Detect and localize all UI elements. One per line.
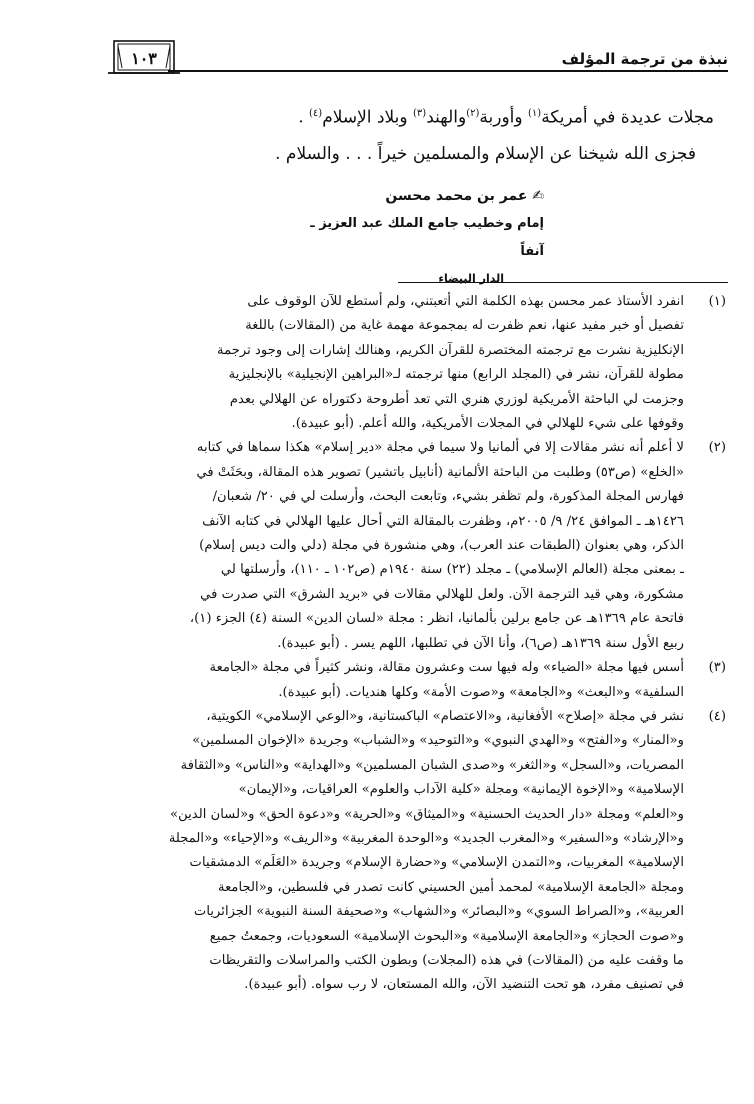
footnote-line: و«الإرشاد» و«السفير» و«المغرب الجديد» و«الوحدة المغربية» و«الريف» و«الإحياء» و«المجلة (168, 830, 684, 846)
pen-icon: ✍ (532, 188, 544, 204)
footnote-line: ومجلة «الجامعة الإسلامية» لمحمد أمين الحسيني كانت تصدر في فلسطين، و«الجامعة (218, 879, 684, 895)
footnote (44, 656, 726, 705)
footnote-line: الإسلامية» المغربيات، و«التمدن الإسلامي» و«حضارة الإسلام» وجريدة «العَلَم» الدمشقيات (189, 855, 684, 871)
footnote-line: فهارس المجلة المذكورة، ولم تظفر بشيء، وتابعت البحث، وأرسلت لي في ٢٠/ شعبان/ (212, 489, 684, 505)
footnote-line: ما وقفت عليه من (المقالات) في هذه (المجلات) وبطون الكتب والمراسلات والتقريظات (209, 952, 684, 968)
signature-block (300, 182, 544, 292)
footnote (44, 290, 726, 436)
main-text (40, 96, 714, 172)
footnote-line: في تصنيف مفرد، هو تحت التنضيد الآن، والله المستعان، لا رب سواه. (أبو عبيدة). (244, 977, 684, 993)
footnote-line: ـ بمعنى مجلة (العالم الإسلامي) ـ مجلد (٢٢) سنة ١٩٤٠م (ص١٠٢ ـ ١١٠)، وأرسلتها لي (220, 562, 684, 578)
author-role: إمام وخطيب جامع الملك عبد العزيز ـ آنفاً (310, 216, 544, 259)
footnote-line: لا أعلم أنه نشر مقالات إلا في ألمانيا ولا سيما في مجلة «دير إسلام» هكذا سماها في كتابه (196, 440, 684, 456)
footnote-line: مشكورة، وهي قيد الترجمة الآن. ولعل للهلالي مقالات في «بريد الشرق» التي صدرت في (200, 586, 684, 602)
footnote-line: ١٤٢٦هـ ـ الموافق ٢٤/ ٩/ ٢٠٠٥م، وظفرت بالمقالة التي أحال عليها الهلالي في كتابه الآنف (202, 513, 684, 529)
footnote-number: (٢) (708, 440, 726, 456)
author-name: عمر بن محمد محسن (385, 188, 528, 204)
footnote-line: و«المنار» و«الفتح» و«الهدي النبوي» و«التوحيد» و«الشباب» وجريدة «الإخوان المسلمين» (192, 733, 684, 749)
footnote-ref-1[interactable]: (١) (528, 108, 542, 119)
footnote-line: وقوفها على شيء للهلالي في المجلات الأمريكية، والله أعلم. (أبو عبيدة). (291, 416, 684, 432)
footnote-line: و«العلم» ومجلة «دار الحديث الحسنية» و«الميثاق» و«الحرية» و«دعوة الحق» و«لسان الدين» (170, 806, 684, 822)
footnote-line: مطولة للقرآن، نشر في (المجلد الرابع) منها ترجمته لـ«البراهين الإنجيلية» بالإنجليزية (228, 367, 684, 383)
footnote-line: فاتحة عام ١٣٦٩هـ عن جامع برلين بألمانيا، انظر : مجلة «لسان الدين» السنة (٤) الجزء (١)، (189, 611, 684, 627)
footnote-line: «الخلع» (ص٥٣) وطلبت من الباحثة الألمانية (أنابيل باتشير) تصوير هذه المقالة، وبحَثَتْ في (196, 464, 684, 480)
footnote-number: (٤) (708, 708, 726, 724)
footnote-line: الإنكليزية نشرت مع ترجمته المختصرة للقرآن الكريم، وهنالك إشارات إلى وجود ترجمة (217, 342, 684, 358)
ornament-frame-icon (108, 38, 180, 76)
footnote-line: الإسلامية» و«الإخوة الإيمانية» ومجلة «كلية الآداب والعلوم» العراقيات، و«الإيمان» (238, 782, 684, 798)
author-place: الدار البيضاء (438, 272, 504, 285)
page-number-frame (108, 38, 180, 76)
running-header (108, 36, 728, 78)
footnote-number: (٣) (708, 660, 726, 676)
footnote-separator (398, 282, 728, 283)
footnote-line: أسس فيها مجلة «الضياء» وله فيها ست وعشرون مقالة، ونشر كثيراً في مجلة «الجامعة (209, 660, 684, 676)
footnote (44, 436, 726, 656)
footnote-line: نشر في مجلة «إصلاح» الأفغانية، و«الاعتصام» الباكستانية، و«الوعي الإسلامي» الكويتية، (206, 708, 684, 724)
footnote (44, 705, 726, 998)
footnotes (44, 290, 726, 998)
page-number: ١٠٣ (131, 49, 157, 68)
footnote-line: العربية»، و«الصراط السوي» و«البصائر» و«الشهاب» و«صحيفة السنة النبوية» الجزائريات (193, 904, 684, 920)
footnote-ref-3[interactable]: (٣) (413, 108, 427, 119)
header-rule (168, 70, 728, 72)
body-line-2: فجزى الله شيخنا عن الإسلام والمسلمين خيراً . . . والسلام . (275, 143, 696, 164)
footnote-line: تفصيل أو خبر مفيد عنها، نعم ظفرت له بمجموعة مهمة غاية من (المقالات) باللغة (245, 318, 684, 334)
footnote-line: المصريات، و«السجل» و«الثغر» و«صدى الشبان المسلمين» و«الهداية» و«الناس» و«الثقافة (180, 757, 684, 773)
footnote-line: ربيع الأول سنة ١٣٦٩هـ (ص٦)، وأنا الآن في تطلبها، اللهم يسر . (أبو عبيدة). (277, 635, 684, 651)
header-title: نبذة من ترجمة المؤلف (561, 50, 728, 68)
footnote-ref-2[interactable]: (٢) (466, 108, 480, 119)
footnote-line: انفرد الأستاذ عمر محسن بهذه الكلمة التي أتعبتني، ولم أستطع للآن الوقوف على (247, 294, 684, 309)
footnote-ref-4[interactable]: (٤) (309, 108, 323, 119)
body-line-1: مجلات عديدة في أمريكة$^{(١)}$ وأوربة$^{(٢)}$والهند$^{(٣)}$ وبلاد الإسلام$^{(٤)}$ . (298, 107, 714, 128)
footnote-line: و«صوت الحجاز» و«الجامعة الإسلامية» و«البحوث الإسلامية» السعوديات، وجمعتُ جميع (209, 928, 684, 944)
footnote-number: (١) (708, 294, 726, 309)
footnote-line: وجزمت لي الباحثة الأمريكية لوزري هنري التي تعد أطروحة دكتوراه عن الهلالي بعدم (229, 391, 684, 407)
footnote-line: السلفية» و«البعث» و«الجامعة» و«صوت الأمة» وكلها هنديات. (أبو عبيدة). (278, 684, 684, 700)
footnote-line: الذكر، وهي بعنوان (الطبقات عند العرب)، وهي منشورة في مجلة (دلي والت ديس إسلام) (199, 538, 684, 554)
